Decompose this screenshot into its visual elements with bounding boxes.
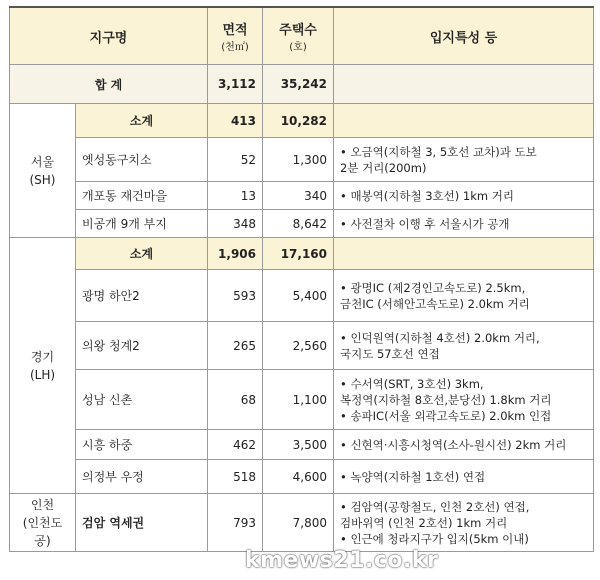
- table-row: [10, 270, 594, 322]
- district-features: [334, 370, 594, 430]
- district-features: [334, 182, 594, 210]
- district-name: 광명 하안2: [76, 270, 208, 322]
- header-houses-unit: (호): [289, 42, 307, 53]
- district-area: 593: [208, 270, 263, 322]
- district-houses: 4,600: [263, 460, 334, 494]
- table-row: [10, 210, 594, 238]
- subtotal-label: 소계: [76, 104, 208, 138]
- region-name: 인천: [30, 497, 55, 512]
- district-name: 옛성동구치소: [76, 138, 208, 182]
- region-agency: (인천도공): [22, 515, 63, 548]
- table-header-row: [10, 7, 594, 65]
- district-name: 성남 신촌: [76, 370, 208, 430]
- district-area: 462: [208, 430, 263, 460]
- subtotal-area: 413: [208, 104, 263, 138]
- table-row: [10, 138, 594, 182]
- header-features: 입지특성 등: [334, 7, 594, 65]
- total-houses: 35,242: [263, 65, 334, 104]
- subtotal-features: [334, 238, 594, 270]
- district-houses: 2,560: [263, 322, 334, 370]
- district-area: 518: [208, 460, 263, 494]
- seoul-subtotal-row: [10, 104, 594, 138]
- district-features: [334, 138, 594, 182]
- region-seoul: [10, 104, 76, 238]
- feature-line: • 오금역(지하철 3, 5호선 교차)과 도보: [340, 144, 537, 159]
- header-district: 지구명: [10, 7, 208, 65]
- district-name: 의왕 청계2: [76, 322, 208, 370]
- district-area: 68: [208, 370, 263, 430]
- subtotal-houses: 17,160: [263, 238, 334, 270]
- feature-line: • 검암역(공항철도, 인천 2호선) 연접,: [340, 499, 530, 514]
- total-label: 합 계: [10, 65, 208, 104]
- region-name: 경기: [30, 349, 55, 364]
- district-features: [334, 460, 594, 494]
- header-area: [208, 7, 263, 65]
- subtotal-houses: 10,282: [263, 104, 334, 138]
- total-features: [334, 65, 594, 104]
- district-features: [334, 322, 594, 370]
- feature-line: • 광명IC (제2경인고속도로) 2.5km,: [340, 280, 526, 295]
- district-houses: 1,100: [263, 370, 334, 430]
- district-features: [334, 494, 594, 552]
- feature-line: • 인근에 청라지구가 입지(5km 이내): [340, 531, 529, 546]
- total-area: 3,112: [208, 65, 263, 104]
- feature-line: • 사전절차 이행 후 서울시가 공개: [340, 216, 510, 231]
- feature-line: 복정역(지하철 8호선,분당선) 1.8km 거리: [340, 392, 552, 407]
- subtotal-label: 소계: [76, 238, 208, 270]
- table-row: [10, 430, 594, 460]
- region-agency: (LH): [29, 367, 56, 382]
- housing-sites-table: [9, 6, 594, 552]
- district-houses: 340: [263, 182, 334, 210]
- subtotal-features: [334, 104, 594, 138]
- header-houses: [263, 7, 334, 65]
- table-row: [10, 370, 594, 430]
- header-area-label: 면적: [222, 23, 248, 38]
- district-houses: 7,800: [263, 494, 334, 552]
- feature-line: • 신현역·시흥시청역(소사-원시선) 2km 거리: [340, 437, 567, 452]
- district-houses: 5,400: [263, 270, 334, 322]
- feature-line: • 수서역(SRT, 3호선) 3km,: [340, 376, 484, 391]
- feature-line: 국지도 57호선 연접: [340, 346, 440, 361]
- header-area-unit: (천㎡): [221, 42, 249, 53]
- feature-line: • 송파IC(서울 외곽고속도로) 2.0km 인접: [340, 408, 552, 423]
- site-watermark: kmews21.co.kr: [245, 548, 439, 573]
- district-houses: 3,500: [263, 430, 334, 460]
- table-row: [10, 460, 594, 494]
- district-area: 793: [208, 494, 263, 552]
- district-name: 비공개 9개 부지: [76, 210, 208, 238]
- region-gyeonggi: [10, 238, 76, 494]
- feature-line: • 인덕원역(지하철 4호선) 2.0km 거리,: [340, 330, 540, 345]
- district-features: [334, 430, 594, 460]
- region-agency: (SH): [29, 172, 56, 187]
- feature-line: • 매봉역(지하철 3호선) 1km 거리: [340, 188, 514, 203]
- district-name: 검암 역세권: [76, 494, 208, 552]
- header-houses-label: 주택수: [279, 23, 317, 38]
- subtotal-area: 1,906: [208, 238, 263, 270]
- total-row: [10, 65, 594, 104]
- feature-line: 2분 거리(200m): [340, 160, 427, 175]
- feature-line: • 녹양역(지하철 1호선) 연접: [340, 469, 486, 484]
- district-name: 시흥 하중: [76, 430, 208, 460]
- table-row: [10, 322, 594, 370]
- region-incheon: [10, 494, 76, 552]
- district-area: 348: [208, 210, 263, 238]
- district-features: [334, 270, 594, 322]
- region-name: 서울: [30, 154, 55, 169]
- feature-line: 금천IC (서해안고속도로) 2.0km 거리: [340, 296, 530, 311]
- feature-line: 검바위역 (인천 2호선) 1km 거리: [340, 515, 508, 530]
- district-features: [334, 210, 594, 238]
- district-area: 265: [208, 322, 263, 370]
- district-houses: 8,642: [263, 210, 334, 238]
- district-name: 의정부 우정: [76, 460, 208, 494]
- district-area: 13: [208, 182, 263, 210]
- district-houses: 1,300: [263, 138, 334, 182]
- district-area: 52: [208, 138, 263, 182]
- gyeonggi-subtotal-row: [10, 238, 594, 270]
- table-row: [10, 182, 594, 210]
- incheon-row: [10, 494, 594, 552]
- district-name: 개포동 재건마을: [76, 182, 208, 210]
